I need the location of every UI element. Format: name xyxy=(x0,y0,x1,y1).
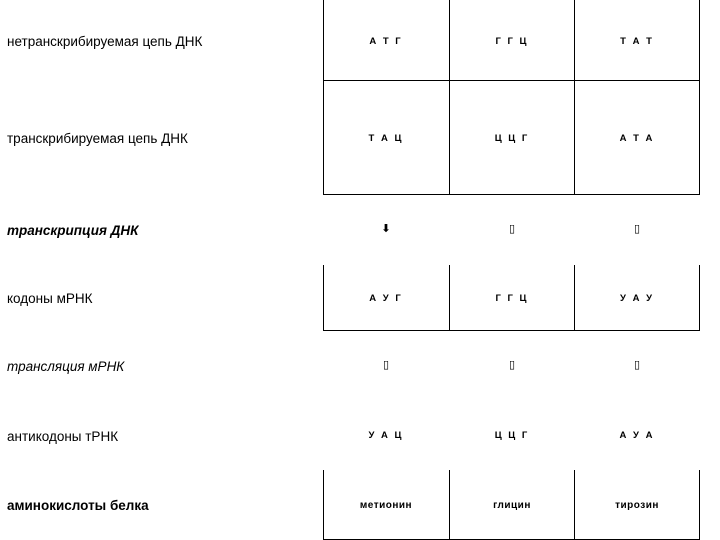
translation-arrow-icon-1: ▯ xyxy=(382,359,390,371)
translation-arrow-icon-2: ▯ xyxy=(508,359,516,371)
row-label-nontranscribed-dna: нетранскрибируемая цепь ДНК xyxy=(7,34,203,49)
dna-nontranscribed-codon-3: Т А Т xyxy=(620,36,654,47)
mrna-codon-2: Г Г Ц xyxy=(495,293,529,304)
amino-acid-3: тирозин xyxy=(615,500,659,511)
translation-arrow-icon-3: ▯ xyxy=(633,359,641,371)
row-label-amino-acids: аминокислоты белка xyxy=(7,498,149,513)
amino-acid-2: глицин xyxy=(493,500,531,511)
trna-anticodon-3: А У А xyxy=(619,430,655,441)
row-label-trna-anticodons: антикодоны тРНК xyxy=(7,429,119,444)
trna-anticodon-2: Ц Ц Г xyxy=(494,430,530,441)
mrna-codon-1: А У Г xyxy=(369,293,403,304)
row-label-translation: трансляция мРНК xyxy=(7,359,125,374)
dna-transcribed-codon-1: Т А Ц xyxy=(368,133,404,144)
trna-anticodon-1: У А Ц xyxy=(368,430,404,441)
row-label-transcribed-dna: транскрибируемая цепь ДНК xyxy=(7,131,188,146)
transcription-arrow-icon-1: ⬇ xyxy=(381,223,391,235)
transcription-arrow-icon-3: ▯ xyxy=(633,223,641,235)
dna-nontranscribed-codon-2: Г Г Ц xyxy=(495,36,529,47)
dna-transcribed-codon-3: А Т А xyxy=(619,133,655,144)
transcription-arrow-icon-2: ▯ xyxy=(508,223,516,235)
row-label-transcription: транскрипция ДНК xyxy=(7,223,139,238)
dna-nontranscribed-codon-1: А Т Г xyxy=(369,36,403,47)
amino-acid-1: метионин xyxy=(359,500,413,511)
mrna-codon-3: У А У xyxy=(620,293,654,304)
row-label-mrna-codons: кодоны мРНК xyxy=(7,291,93,306)
dna-transcribed-codon-2: Ц Ц Г xyxy=(494,133,530,144)
